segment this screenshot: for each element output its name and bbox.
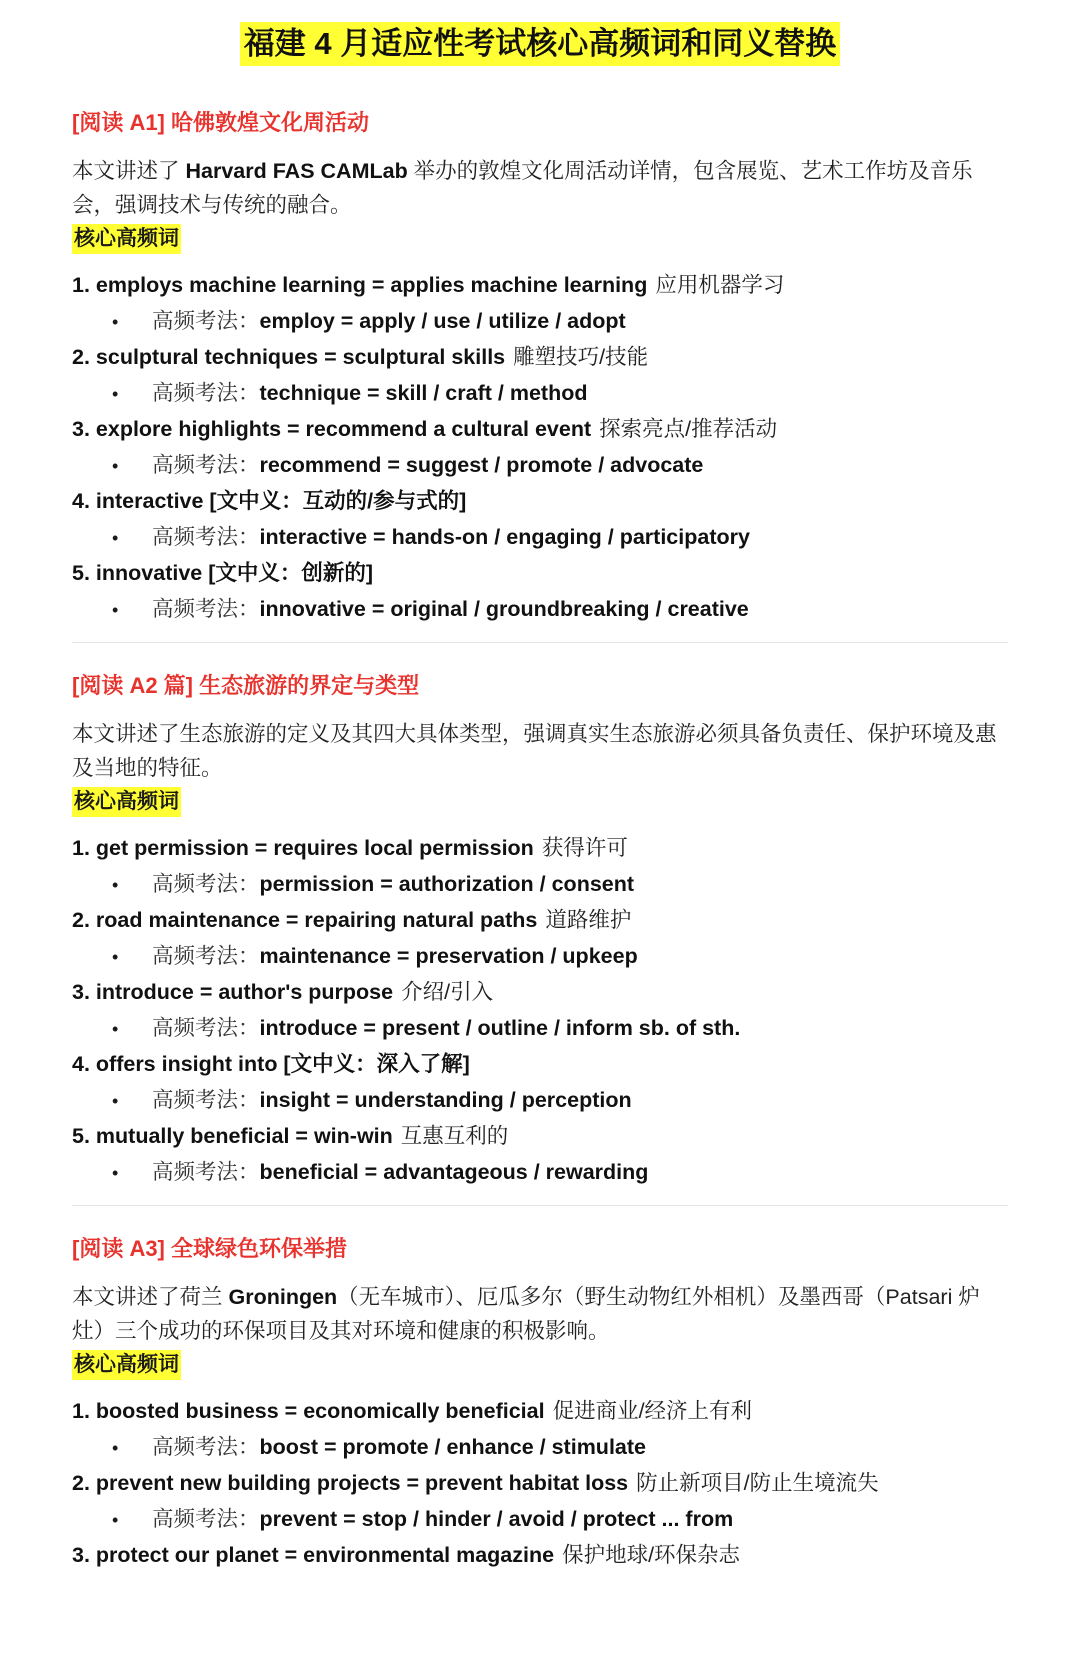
bullet-icon: • — [112, 1162, 119, 1183]
item-chinese: 保护地球/环保杂志 — [562, 1543, 741, 1567]
item-english: 4. offers insight into [文中义：深入了解] — [72, 1052, 470, 1076]
section-1 — [72, 108, 1008, 628]
section-divider — [72, 1205, 1008, 1206]
item-chinese: 探索亮点/推荐活动 — [599, 417, 778, 441]
bullet-icon: • — [112, 455, 119, 476]
list-item — [72, 1394, 1008, 1430]
item-chinese: 介绍/引入 — [401, 980, 494, 1004]
sub-item — [72, 520, 1008, 557]
sub-synonyms: innovative = original / groundbreaking / creative — [259, 596, 749, 621]
section-heading: [阅读 A3] 全球绿色环保举措 — [72, 1236, 348, 1261]
sub-synonyms: recommend = suggest / promote / advocate — [259, 452, 704, 477]
sub-label: 高频考法： — [152, 1159, 260, 1184]
sub-synonyms: prevent = stop / hinder / avoid / protect ... from — [259, 1506, 734, 1531]
list-item — [72, 268, 1008, 304]
item-chinese: 互惠互利的 — [400, 1124, 509, 1148]
bullet-icon: • — [112, 1090, 119, 1111]
item-chinese: 促进商业/经济上有利 — [552, 1399, 753, 1423]
bullet-icon: • — [112, 874, 119, 895]
list-item — [72, 1466, 1008, 1502]
section-divider — [72, 642, 1008, 643]
sub-synonyms: introduce = present / outline / inform sb. of sth. — [259, 1015, 741, 1040]
sub-synonyms: technique = skill / craft / method — [259, 380, 588, 405]
title-wrap — [72, 0, 1008, 82]
sections-container — [72, 108, 1008, 1574]
sub-label: 高频考法： — [152, 943, 260, 968]
sub-item — [72, 1502, 1008, 1539]
item-chinese: 雕塑技巧/技能 — [513, 345, 649, 369]
sub-synonyms: insight = understanding / perception — [259, 1087, 632, 1112]
list-item — [72, 484, 1008, 520]
bullet-icon: • — [112, 527, 119, 548]
summary-text: （无车城市）、厄瓜多尔（野生动物红外相机）及墨西哥（Patsari 炉灶）三个成功的环保项目及其对环境和健康的积极影响。 — [72, 1285, 980, 1343]
word-list — [72, 1394, 1008, 1574]
word-list — [72, 831, 1008, 1191]
bullet-icon: • — [112, 383, 119, 404]
list-item — [72, 903, 1008, 939]
item-chinese: 道路维护 — [545, 908, 632, 932]
sub-item — [72, 1083, 1008, 1120]
sub-synonyms: interactive = hands-on / engaging / participatory — [259, 524, 750, 549]
section-summary — [72, 1280, 1008, 1348]
item-english: 1. get permission = requires local permission — [72, 836, 534, 860]
item-english: 4. interactive [文中义：互动的/参与式的] — [72, 489, 467, 513]
sub-label: 高频考法： — [152, 1015, 260, 1040]
section-2 — [72, 671, 1008, 1191]
list-item — [72, 556, 1008, 592]
list-item — [72, 340, 1008, 376]
section-summary — [72, 154, 1008, 222]
summary-text: 本文讲述了 — [72, 159, 186, 183]
bullet-icon: • — [112, 946, 119, 967]
item-english: 5. mutually beneficial = win-win — [72, 1124, 393, 1148]
sub-item — [72, 1011, 1008, 1048]
sub-label: 高频考法： — [152, 871, 260, 896]
sub-item — [72, 592, 1008, 629]
section-3 — [72, 1234, 1008, 1574]
section-heading: [阅读 A1] 哈佛敦煌文化周活动 — [72, 110, 370, 135]
list-item — [72, 1119, 1008, 1155]
summary-bold-text: Harvard FAS CAMLab — [185, 159, 408, 183]
sub-synonyms: permission = authorization / consent — [259, 871, 635, 896]
section-heading: [阅读 A2 篇] 生态旅游的界定与类型 — [72, 673, 420, 698]
sub-synonyms: beneficial = advantageous / rewarding — [259, 1159, 649, 1184]
item-english: 3. explore highlights = recommend a cultural event — [72, 417, 592, 441]
list-item — [72, 831, 1008, 867]
item-english: 1. employs machine learning = applies machine learning — [72, 273, 648, 297]
item-english: 3. protect our planet = environmental magazine — [72, 1543, 555, 1567]
sub-label: 高频考法： — [152, 1434, 260, 1459]
sub-item — [72, 1155, 1008, 1192]
bullet-icon: • — [112, 1509, 119, 1530]
sub-label: 高频考法： — [152, 524, 260, 549]
item-english: 2. prevent new building projects = prevent habitat loss — [72, 1471, 629, 1495]
page-title: 福建 4 月适应性考试核心高频词和同义替换 — [240, 22, 840, 66]
sub-label: 高频考法： — [152, 308, 260, 333]
sub-label: 高频考法： — [152, 1087, 260, 1112]
bullet-icon: • — [112, 599, 119, 620]
item-english: 1. boosted business = economically beneficial — [72, 1399, 545, 1423]
word-list — [72, 268, 1008, 628]
sub-item — [72, 448, 1008, 485]
list-item — [72, 1047, 1008, 1083]
sub-item — [72, 304, 1008, 341]
sub-label: 高频考法： — [152, 380, 260, 405]
core-words-label: 核心高频词 — [72, 1350, 181, 1380]
sub-label: 高频考法： — [152, 1506, 260, 1531]
list-item — [72, 975, 1008, 1011]
sub-item — [72, 867, 1008, 904]
sub-synonyms: maintenance = preservation / upkeep — [259, 943, 638, 968]
sub-item — [72, 939, 1008, 976]
sub-item — [72, 376, 1008, 413]
item-chinese: 应用机器学习 — [655, 273, 785, 297]
item-english: 2. road maintenance = repairing natural paths — [72, 908, 538, 932]
item-chinese: 获得许可 — [541, 836, 628, 860]
sub-synonyms: boost = promote / enhance / stimulate — [259, 1434, 646, 1459]
bullet-icon: • — [112, 311, 119, 332]
bullet-icon: • — [112, 1018, 119, 1039]
list-item — [72, 1538, 1008, 1574]
list-item — [72, 412, 1008, 448]
sub-synonyms: employ = apply / use / utilize / adopt — [259, 308, 626, 333]
sub-label: 高频考法： — [152, 596, 260, 621]
core-words-label: 核心高频词 — [72, 787, 181, 817]
sub-label: 高频考法： — [152, 452, 260, 477]
summary-text: 本文讲述了荷兰 — [72, 1285, 229, 1309]
item-chinese: 防止新项目/防止生境流失 — [636, 1471, 879, 1495]
core-words-label: 核心高频词 — [72, 224, 181, 254]
item-english: 2. sculptural techniques = sculptural skills — [72, 345, 506, 369]
bullet-icon: • — [112, 1437, 119, 1458]
summary-bold-text: Groningen — [228, 1285, 338, 1309]
sub-item — [72, 1430, 1008, 1467]
item-english: 3. introduce = author's purpose — [72, 980, 394, 1004]
summary-text: 本文讲述了生态旅游的定义及其四大具体类型，强调真实生态旅游必须具备负责任、保护环境及惠及当地的特征。 — [72, 722, 997, 780]
summary-text: 举办的敦煌文化周活动详情，包含展览、艺术工作坊及音乐会，强调技术与传统的融合。 — [72, 159, 973, 217]
section-summary — [72, 717, 1008, 785]
item-english: 5. innovative [文中义：创新的] — [72, 561, 374, 585]
